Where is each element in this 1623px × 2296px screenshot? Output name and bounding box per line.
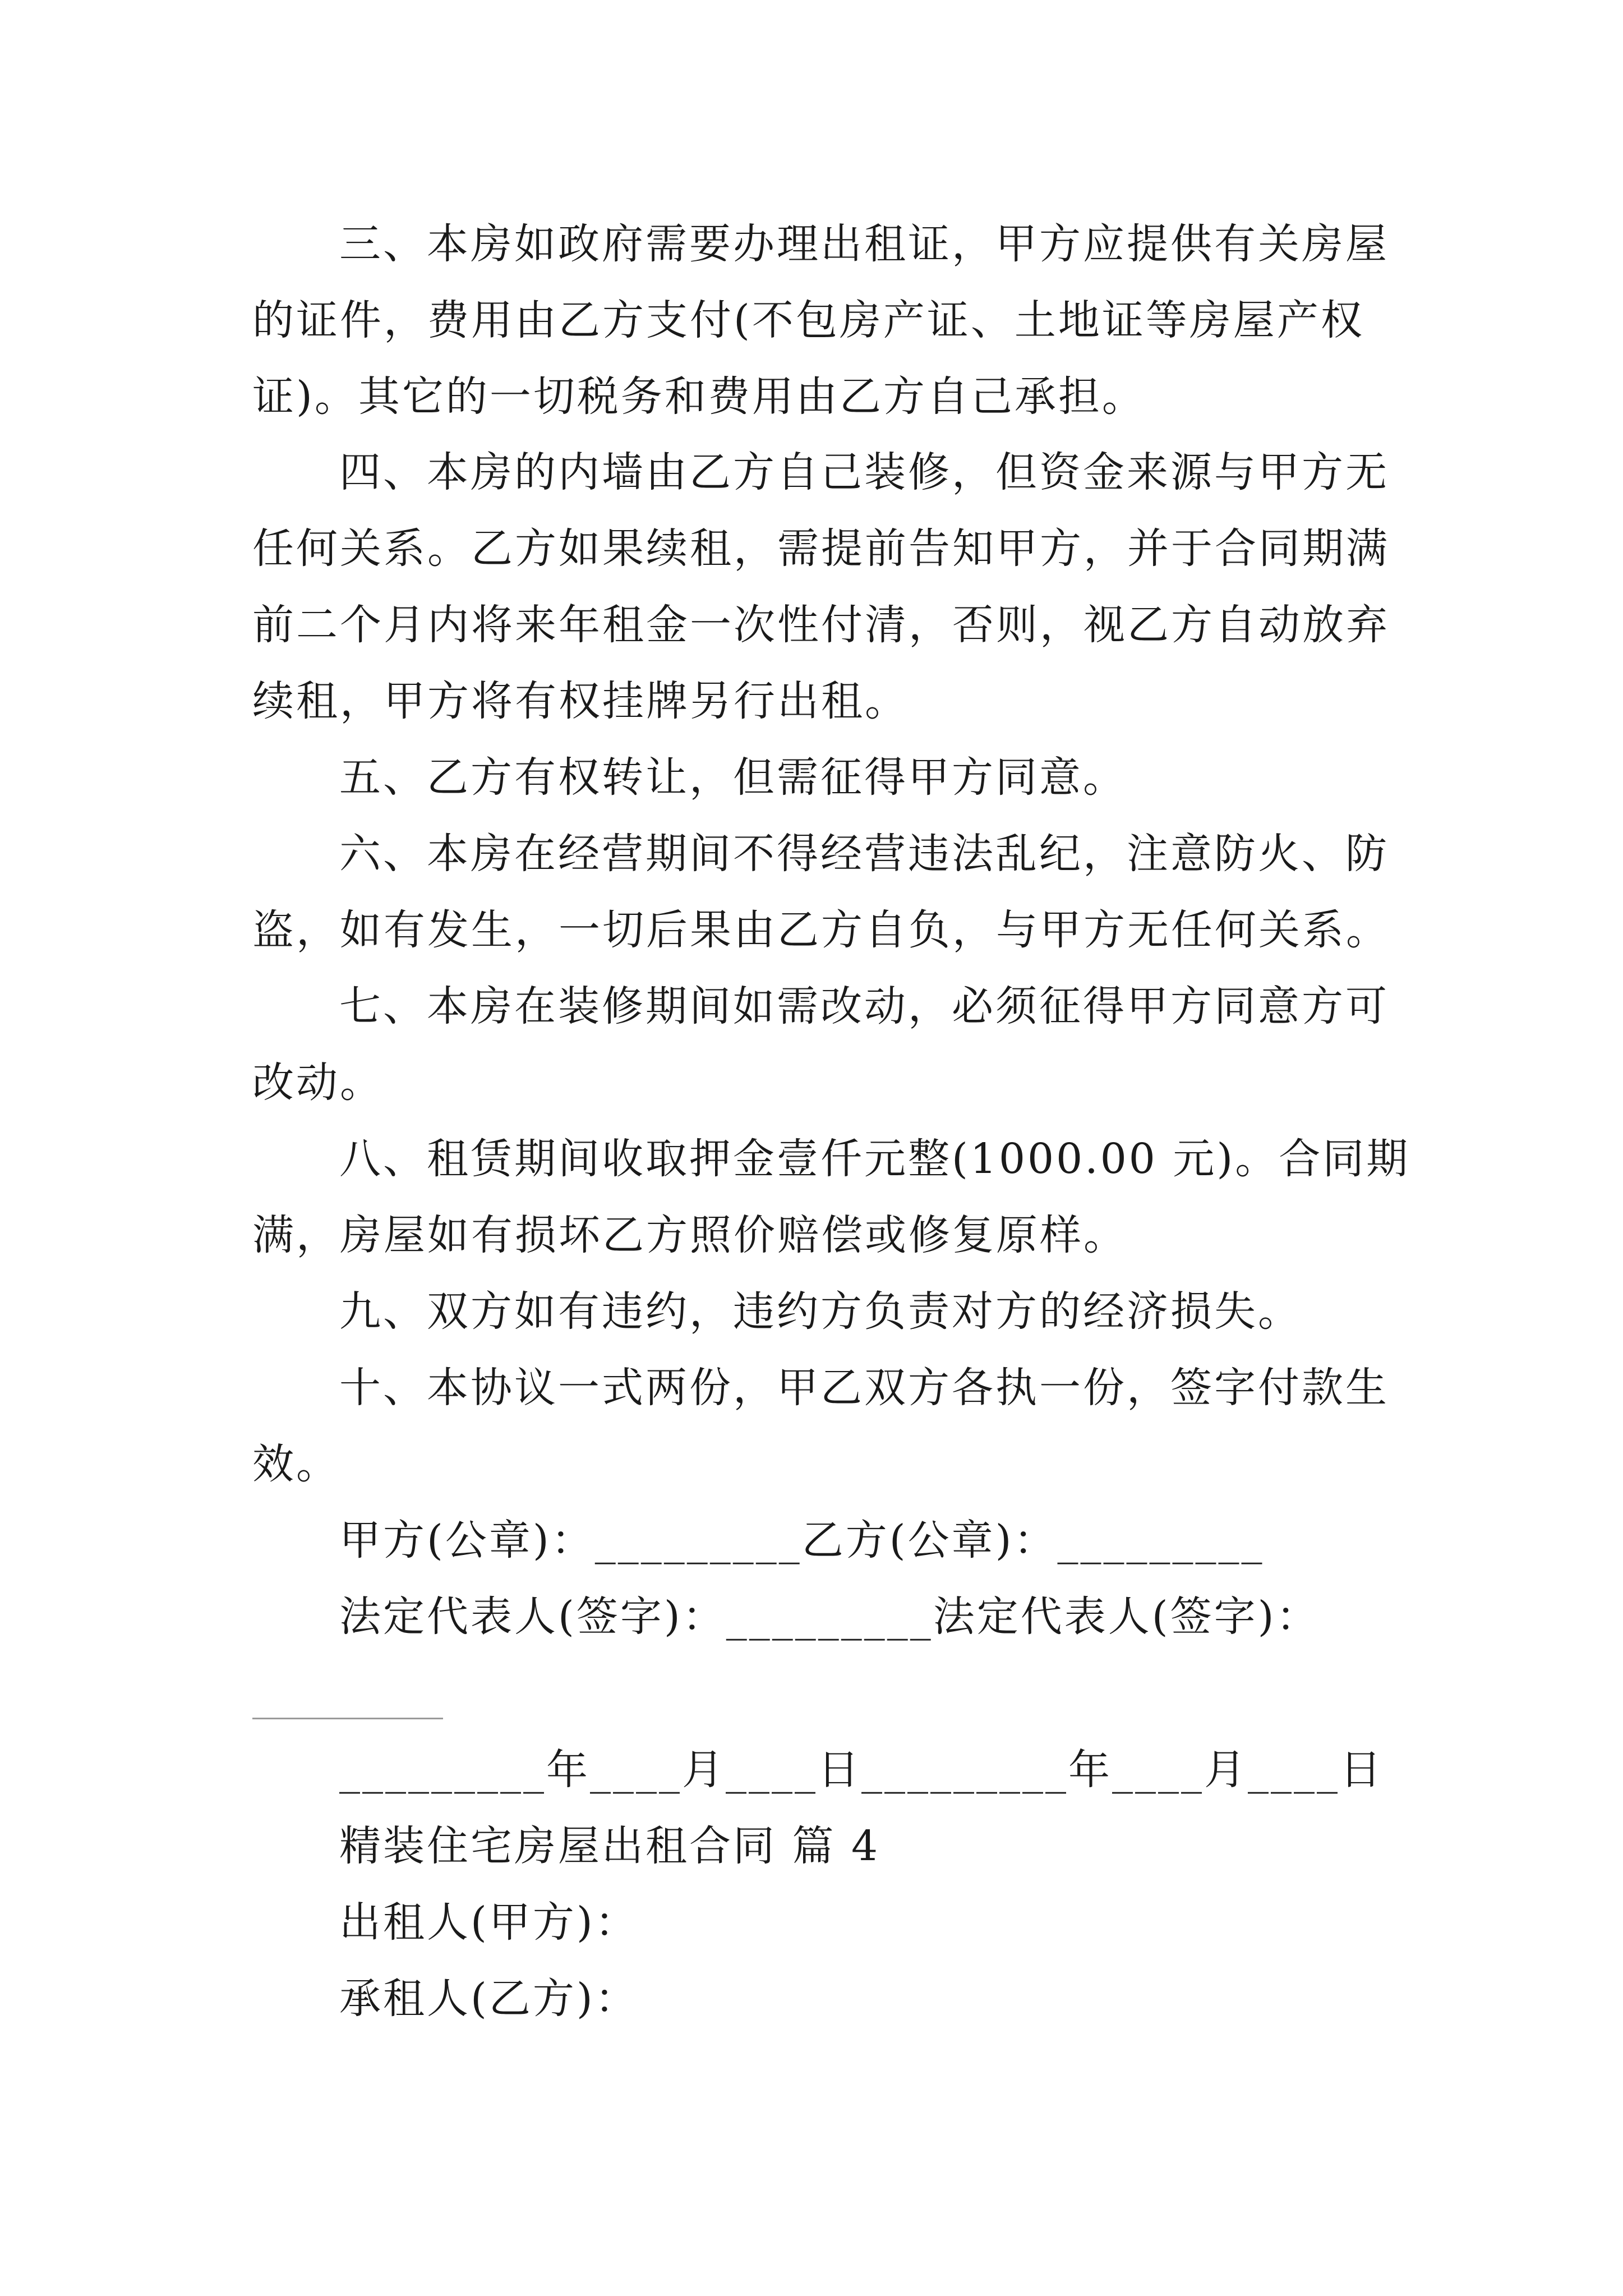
clause-9-line-1: 九、双方如有违约，违约方负责对方的经济损失。 [339,1287,1302,1336]
clause-7-line-2: 改动。 [252,1059,384,1107]
party-seal-line: 甲方(公章)：_________乙方(公章)：_________ [339,1516,1265,1565]
clause-4-line-4: 续租，甲方将有权挂牌另行出租。 [252,677,909,725]
clause-4-line-2: 任何关系。乙方如果续租，需提前告知甲方，并于合同期满 [252,524,1390,573]
clause-10-line-1: 十、本协议一式两份，甲乙双方各执一份，签字付款生 [339,1364,1389,1412]
signature-underline [252,1718,443,1719]
lessee-line: 承租人(乙方)： [339,1975,639,2023]
clause-4-line-3: 前二个月内将来年租金一次性付清，否则，视乙方自动放弃 [252,601,1390,649]
clause-3-line-3: 证)。其它的一切税务和费用由乙方自己承担。 [252,372,1146,421]
clause-3-line-1: 三、本房如政府需要办理出租证，甲方应提供有关房屋 [339,220,1389,268]
clause-8-line-2: 满，房屋如有损坏乙方照价赔偿或修复原样。 [252,1211,1127,1259]
clause-8-line-1: 八、租赁期间收取押金壹仟元整(1000.00 元)。合同期 [339,1135,1410,1183]
clause-6-line-1: 六、本房在经营期间不得经营违法乱纪，注意防火、防 [339,830,1389,878]
representative-signature-line: 法定代表人(签字)：_________法定代表人(签字)： [339,1593,1320,1641]
clause-5-line-1: 五、乙方有权转让，但需征得甲方同意。 [339,753,1127,802]
clause-6-line-2: 盗，如有发生，一切后果由乙方自负，与甲方无任何关系。 [252,906,1390,954]
clause-7-line-1: 七、本房在装修期间如需改动，必须征得甲方同意方可 [339,982,1389,1030]
lessor-line: 出租人(甲方)： [339,1898,639,1947]
date-line: _________年____月____日_________年____月____日 [339,1746,1384,1794]
clause-3-line-2: 的证件，费用由乙方支付(不包房产证、土地证等房屋产权 [252,296,1364,344]
clause-10-line-2: 效。 [252,1440,340,1488]
section-heading: 精装住宅房屋出租合同 篇 4 [339,1822,880,1870]
clause-4-line-1: 四、本房的内墙由乙方自己装修，但资金来源与甲方无 [339,448,1389,496]
